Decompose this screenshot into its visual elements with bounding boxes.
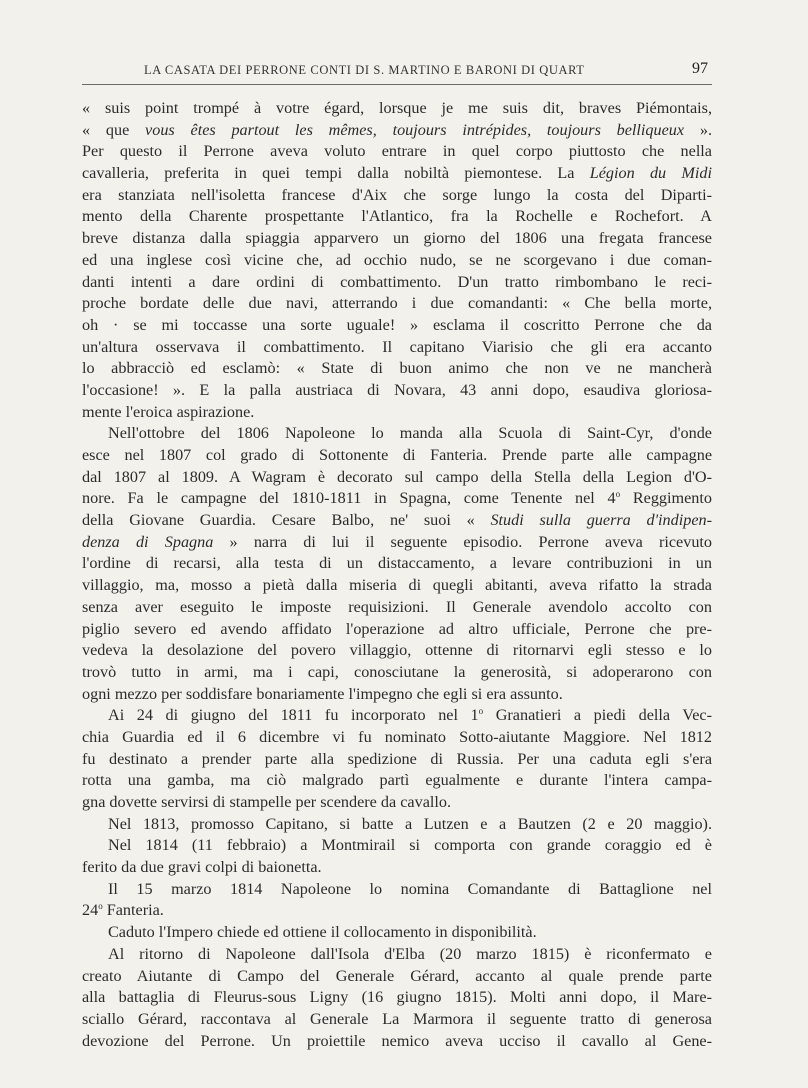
text-segment: « suis point trompé à votre égard, lorsque je me suis dit, braves Piémontais, bbox=[82, 99, 712, 117]
text-segment: Ai 24 di giugno del 1811 fu incorporato nel 1 bbox=[108, 706, 479, 725]
body-text bbox=[82, 98, 712, 1052]
text-segment: rotta una gamba, ma ciò malgrado partì egualmente e durante l'intera campa- bbox=[82, 771, 712, 790]
text-line bbox=[82, 879, 712, 901]
text-line bbox=[82, 705, 712, 727]
text-segment: » narra di lui il seguente episodio. Perrone aveva ricevuto bbox=[213, 532, 712, 551]
text-segment: fu destinato a prender parte alla spedizione di Russia. Per una caduta egli s'era bbox=[82, 749, 712, 768]
text-line bbox=[82, 619, 712, 641]
text-segment: mento della Charente prospettante l'Atlantico, fra la Rochelle e Rochefort. A bbox=[82, 207, 712, 226]
page-header bbox=[82, 60, 712, 85]
text-line bbox=[82, 814, 712, 836]
text-segment: ogni mezzo per soddisfare bonariamente l'impegno che egli si era assunto. bbox=[82, 684, 563, 703]
text-line bbox=[82, 835, 712, 857]
text-line bbox=[82, 206, 712, 228]
text-segment: gna dovette servirsi di stampelle per scendere da cavallo. bbox=[82, 793, 452, 811]
text-line bbox=[82, 900, 712, 922]
text-segment: esce nel 1807 col grado di Sottonente di Fanteria. Prende parte alle campagne bbox=[82, 446, 712, 464]
text-line bbox=[82, 380, 712, 402]
text-line bbox=[82, 553, 712, 575]
text-line bbox=[82, 163, 712, 185]
text-line bbox=[82, 684, 712, 706]
text-segment: mente l'eroica aspirazione. bbox=[82, 402, 255, 421]
text-segment: Per questo il Perrone aveva voluto entrare in quel corpo piuttosto che nella bbox=[82, 142, 712, 161]
text-segment: senza aver eseguito le imposte requisizioni. Il Generale avendolo accolto con bbox=[82, 597, 712, 616]
text-segment: lo abbracciò ed esclamò: « State di buon animo che non ve ne mancherà bbox=[82, 359, 712, 378]
running-title: LA CASATA DEI PERRONE CONTI DI S. MARTINO E BARONI DI QUART bbox=[144, 63, 585, 77]
text-line bbox=[82, 423, 712, 445]
text-segment: 24 bbox=[82, 901, 99, 920]
text-line bbox=[82, 272, 712, 294]
text-segment: ferito da due gravi colpi di baionetta. bbox=[82, 858, 322, 877]
text-line bbox=[82, 944, 712, 966]
text-segment: villaggio, ma, mosso a pietà dalla miseria di quegli abitanti, aveva rifatto la strada bbox=[82, 576, 712, 595]
italic-text: Légion du Midi bbox=[589, 164, 712, 183]
text-line bbox=[82, 640, 712, 662]
text-segment: breve distanza dalla spiaggia apparvero un giorno del 1806 una fregata francese bbox=[82, 229, 712, 248]
text-line bbox=[82, 185, 712, 207]
text-segment: era stanziata nell'isoletta francese d'Aix che sorge lungo la costa del Diparti- bbox=[82, 185, 712, 204]
text-segment: Il 15 marzo 1814 Napoleone lo nomina Comandante di Battaglione nel bbox=[108, 879, 712, 898]
text-line bbox=[82, 141, 712, 163]
text-line bbox=[82, 770, 712, 792]
text-line bbox=[82, 597, 712, 619]
text-line bbox=[82, 1009, 712, 1031]
text-segment: oh · se mi toccasse una sorte uguale! » esclama il coscritto Perrone che da bbox=[82, 315, 712, 334]
text-line bbox=[82, 966, 712, 988]
text-line bbox=[82, 749, 712, 771]
text-segment: danti intenti a dare ordini di combattimento. D'un tratto rimbombano le reci- bbox=[82, 272, 712, 291]
text-segment: devozione del Perrone. Un proiettile nemico aveva ucciso il cavallo al Gene- bbox=[82, 1031, 712, 1050]
superscript: o bbox=[615, 489, 621, 500]
text-segment: un'altura osservava il combattimento. Il capitano Viarisio che gli era accanto bbox=[82, 337, 712, 356]
text-segment: della Giovane Guardia. Cesare Balbo, ne' suoi « bbox=[82, 511, 491, 530]
text-segment: Granatieri a piedi della Vec- bbox=[483, 706, 712, 725]
text-line bbox=[82, 792, 712, 814]
italic-text: Studi sulla guerra d'indipen- bbox=[490, 511, 712, 530]
text-line bbox=[82, 358, 712, 380]
text-line bbox=[82, 402, 712, 424]
text-segment: Nel 1813, promosso Capitano, si batte a Lutzen e a Bautzen (2 e 20 maggio). bbox=[108, 814, 712, 833]
text-segment: cavalleria, preferita in quei tempi dalla nobiltà piemontese. La bbox=[82, 164, 590, 183]
text-line bbox=[82, 250, 712, 272]
text-segment: ed una inglese così vicine che, ad occhio nudo, se ne scorgevano i due coman- bbox=[82, 250, 712, 269]
text-line bbox=[82, 120, 712, 142]
text-segment: Nell'ottobre del 1806 Napoleone lo manda alla Scuola di Saint-Cyr, d'onde bbox=[108, 424, 712, 443]
text-segment: « que bbox=[82, 120, 146, 139]
text-line bbox=[82, 315, 712, 337]
text-segment: creato Aiutante di Campo del Generale Gérard, accanto al quale prende parte bbox=[82, 966, 712, 985]
text-segment: proche bordate delle due navi, atterrando i due comandanti: « Che bella morte, bbox=[82, 294, 712, 313]
text-segment: nore. Fa le campagne del 1810-1811 in Spagna, come Tenente nel 4 bbox=[82, 489, 616, 508]
text-line bbox=[82, 98, 712, 120]
text-line bbox=[82, 228, 712, 250]
text-segment: Al ritorno di Napoleone dall'Isola d'Elba (20 marzo 1815) è riconfermato e bbox=[108, 944, 712, 963]
text-segment: Reggimento bbox=[620, 489, 712, 508]
text-line bbox=[82, 467, 712, 489]
text-segment: Fanteria. bbox=[102, 901, 164, 920]
text-line bbox=[82, 488, 712, 510]
text-segment: ». bbox=[684, 120, 712, 139]
text-segment: l'ordine di recarsi, alla testa di un distaccamento, a levare contribuzioni in un bbox=[82, 554, 712, 573]
text-line bbox=[82, 337, 712, 359]
page-number: 97 bbox=[692, 60, 708, 77]
text-segment: vedeva la desolazione del povero villaggio, ottenne di ritornarvi egli stesso e lo bbox=[82, 641, 712, 660]
text-segment: chia Guardia ed il 6 dicembre vi fu nominato Sotto-aiutante Maggiore. Nel 1812 bbox=[82, 727, 712, 746]
text-line bbox=[82, 727, 712, 749]
text-segment: sciallo Gérard, raccontava al Generale La Marmora il seguente tratto di generosa bbox=[82, 1009, 712, 1028]
text-line bbox=[82, 510, 712, 532]
text-segment: dal 1807 al 1809. A Wagram è decorato sul campo della Stella della Legion d'O- bbox=[82, 467, 712, 486]
text-line bbox=[82, 987, 712, 1009]
text-line bbox=[82, 857, 712, 879]
text-line bbox=[82, 532, 712, 554]
text-line bbox=[82, 1031, 712, 1053]
text-line bbox=[82, 445, 712, 467]
text-line bbox=[82, 575, 712, 597]
text-line bbox=[82, 293, 712, 315]
text-segment: piglio severo ed avendo affidato l'operazione ad altro ufficiale, Perrone che pre- bbox=[82, 619, 712, 638]
superscript: o bbox=[478, 706, 484, 717]
text-line bbox=[82, 662, 712, 684]
superscript: o bbox=[98, 901, 103, 912]
italic-text: denza di Spagna bbox=[82, 532, 214, 551]
text-segment: l'occasione! ». E la palla austriaca di Novara, 43 anni dopo, esaudiva gloriosa- bbox=[82, 380, 712, 399]
text-segment: trovò tutto in armi, ma i capi, conosciutane la generosità, si adoperarono con bbox=[82, 662, 712, 681]
italic-text: vous êtes partout les mêmes, toujours intrépides, toujours belliqueux bbox=[145, 120, 685, 139]
text-segment: Nel 1814 (11 febbraio) a Montmirail si comporta con grande coraggio ed è bbox=[108, 836, 712, 855]
text-segment: alla battaglia di Fleurus-sous Ligny (16 giugno 1815). Molti anni dopo, il Mare- bbox=[82, 988, 712, 1007]
text-segment: Caduto l'Impero chiede ed ottiene il collocamento in disponibilità. bbox=[108, 923, 537, 942]
text-line bbox=[82, 922, 712, 944]
